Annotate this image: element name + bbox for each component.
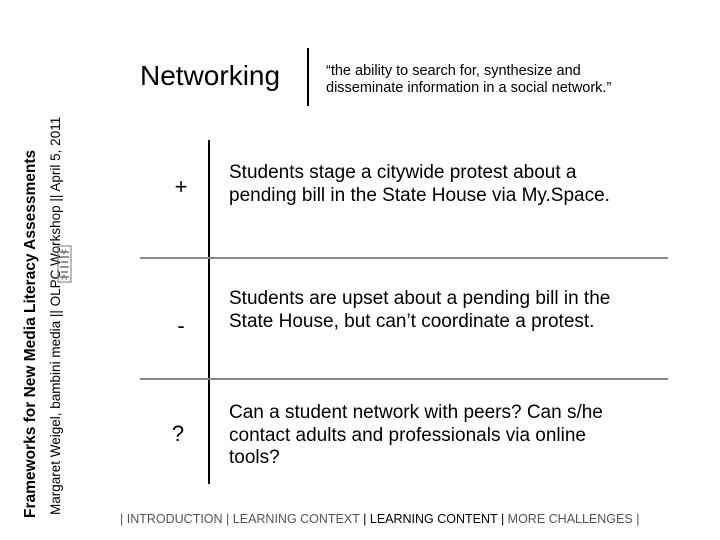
row-symbol-positive: +: [174, 174, 188, 199]
footer-separator: |: [363, 512, 367, 526]
framework-title: Frameworks for New Media Literacy Assessments: [22, 149, 39, 518]
table-vertical-divider: [208, 140, 210, 484]
footer-nav: [120, 512, 640, 526]
nav-more-challenges[interactable]: MORE CHALLENGES: [507, 512, 633, 526]
author-credit: Margaret Weigel, bambini media || OLPC Workshop || April 5, 2011: [48, 116, 63, 515]
row-symbol-negative: -: [177, 313, 185, 338]
nav-introduction[interactable]: INTRODUCTION: [126, 512, 223, 526]
slide-title: Networking: [140, 60, 281, 91]
footer-separator: |: [120, 512, 124, 526]
footer-separator: |: [226, 512, 230, 526]
footer-separator: |: [636, 512, 640, 526]
row-text-positive: Students stage a citywide protest about a pending bill in the State House via My.Space.: [229, 162, 610, 206]
row-text-negative: Students are upset about a pending bill in the State House, but can’t coordinate a protest.: [229, 288, 611, 332]
gopher-icon: [56, 244, 73, 284]
footer-separator: |: [500, 512, 505, 526]
row-text-question: Can a student network with peers? Can s/he contact adults and professionals via online tools?: [229, 402, 603, 468]
row-divider-1: [140, 257, 668, 259]
nav-learning-content[interactable]: LEARNING CONTENT: [369, 512, 498, 526]
nav-learning-context[interactable]: LEARNING CONTEXT: [232, 512, 360, 526]
definition-quote: “the ability to search for, synthesize and disseminate information in a social network.”: [326, 63, 612, 96]
row-symbol-question: ?: [171, 421, 185, 446]
row-divider-2: [140, 378, 668, 380]
header-divider: [307, 48, 309, 106]
